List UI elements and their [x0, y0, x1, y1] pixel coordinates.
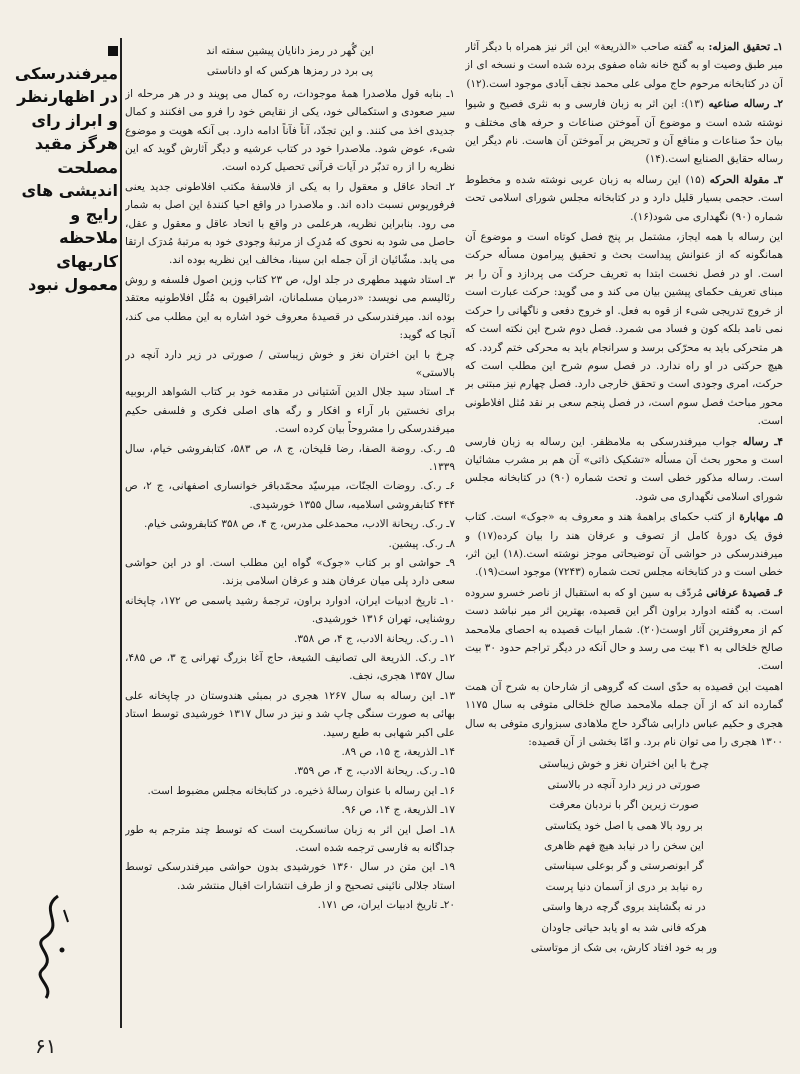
right-column: [465, 38, 783, 1038]
work-item: [465, 678, 783, 752]
footnote: ۱۴ـ الذریعة، ج ۱۵، ص ۸۹.: [341, 746, 455, 759]
sidebar-title: [6, 38, 118, 297]
verse-line: بر رود بالا همی با اصل خود یکتاستی: [545, 819, 703, 832]
footnote: چرخ با این اختران نغز و خوش زیباستی / صورتی در زیر دارد آنچه در بالاستی»: [125, 348, 455, 379]
footnote: ۹ـ حواشی او بر کتاب «جوک» گواه این مطلب است. او در این حواشی سعی دارد پلی میان عرفان هند و عرفان اسلامی بزند.: [125, 556, 455, 588]
footnote: ۵ـ ر.ک. روضة الصفا، رضا قلیخان، ج ۸، ص ۵۸۳، کتابفروشی خیام، سال ۱۳۳۹.: [125, 442, 455, 473]
footnote: ۸ـ ر.ک. پیشین.: [388, 537, 455, 550]
work-item: [465, 38, 783, 93]
work-item: [465, 584, 783, 676]
work-item-title: ۱ـ تحقیق المزله:: [708, 41, 783, 53]
verse-line: گر ابونصرستی و گر بوعلی سیناستی: [544, 860, 704, 873]
work-item-title: ۴ـ رساله: [742, 435, 783, 448]
page-number: ۶۱: [35, 1034, 57, 1058]
sidebar-pull-quote: [6, 38, 118, 298]
sidebar-title-text: میرفندرسکی در اظهارنظر و ابراز رای هرگز مقید مصلحت اندیشی های رایج و ملاحظه کاریهای معمول نبود: [14, 63, 118, 294]
work-item-title: ۵ـ مهابارة: [739, 511, 783, 524]
verse-line: ور به خود افتاد کارش، بی شک از موتاستی: [530, 942, 718, 955]
opening-verses: [125, 42, 455, 81]
verse-line: صورت زیرین اگر با نردبان معرفت: [549, 799, 699, 812]
footnote: ۱۲ـ ر.ک. الذریعة الی تصانیف الشیعة، حاج آغا بزرگ تهرانی ج ۳، ص ۴۸۵، سال ۱۳۵۷ هجری، نجف.: [125, 652, 455, 683]
verse-line: ره نیابد بر دری از آسمان دنیا پرست: [545, 880, 703, 893]
footnote: ۴ـ استاد سید جلال الدین آشتیانی در مقدمه خود بر کتاب الشواهد الربوبیه برای نخستین بار آراء و افکار و رگه های اصلی فکری و فلسفی حکیم میرفندرسکی را مشروحاً بیان کرده است.: [125, 386, 455, 436]
work-item-text: (۱۵) این رساله به زبان عربی نوشته شده و مخطوط است. حجمی بسیار قلیل دارد و در کتابخانه مجلس شورای اسلامی تحت شماره (۹۰) نگهداری می شود(۱۶).: [465, 173, 783, 223]
column-divider: [120, 38, 122, 1028]
verse-line: هرکه فانی شد به او یابد حیاتی جاودان: [541, 921, 707, 934]
work-item-text: این رساله با همه ایجاز، مشتمل بر پنج فصل کوتاه است و موضوع آن همانگونه که از عنوانش پیداست بحث و تحقیق پیرامون مسأله حرکت است. او در فصل نخست ابتدا به تعریف حرکت می پردازد و آن را بر مبنای تعریف حکمای پیشین بیان می کند و می گوید: حرکت عبارت است از خروج تدریجی شیء از قوه به فعل. او خروج دفعی و ناگهانی را حرکت نمی نامد بلکه کون و فساد می شمرد. فصل دوم شرح این نکته است که هر متحرکی باید به محرّکی برسد و سرانجام باید به محرکی ختم گردد. که هیچ حرکتی در او راه ندارد. در فصل سوم شرح این مطلب است که حرکت، امری وجودی است و تحقق خارجی دارد. فصل چهارم نیز مبتنی بر محور مباحث فصل سوم است، در فصل پنجم سعی بر نقد مُثل افلاطونی است.: [465, 231, 783, 428]
square-bullet-icon: [108, 46, 118, 56]
footnote: ۱۱ـ ر.ک. ریحانة الادب، ج ۴، ص ۳۵۸.: [293, 632, 455, 645]
work-item-text: از کتب حکمای براهمهٔ هند و معروف به «جوک» است. کتاب فوق یک دورهٔ کامل از تصوف و عرفان هند را بیان کرده(۱۷) و میرفندرسکی در حواشی آن توضیحاتی موجز نوشته است.(۱۸) این اثر، خطی است و در کتابخانه مجلس تحت شماره (۷۲۴۳) موجود است(۱۹).: [465, 511, 783, 579]
work-item-text: جواب میرفندرسکی به ملامظفر. این رساله به زبان فارسی است و محور بحث آن مسأله «تشکیک ذاتی» آن هم بر مشرب مشائیان است. رساله مذکور خطی است و تحت شماره (۹۰) در کتابخانه مجلس شورای اسلامی نگهداری می شود.: [465, 435, 783, 503]
footnote: ۱۷ـ الذریعة، ج ۱۴، ص ۹۶.: [341, 804, 455, 817]
verse-line: در نه بگشایند بروی گرچه درها واستی: [542, 901, 706, 914]
work-item: [465, 171, 783, 226]
footnote: ۱۵ـ ر.ک. ریحانة الادب، ج ۴، ص ۳۵۹.: [293, 765, 455, 778]
work-item-text: اهمیت این قصیده به حدّی است که گروهی از شارحان به شرح آن همت گمارده اند که از آن جمله ملامحمد صالح خلخالی متوفی به سال ۱۱۷۵ هجری و حکیم عباس دارابی شاگرد حاج ملاهادی سبزواری متوفی به سال ۱۳۰۰ هجری را می توان نام برد. و امّا بخشی از آن قصیده:: [465, 680, 783, 749]
verse-line: چرخ با این اختران نغز و خوش زیباستی: [538, 758, 710, 771]
footnote: ۲ـ اتحاد عاقل و معقول را به یکی از فلاسفهٔ مکتب افلاطونی جدید یعنی فرفوریوس نسبت داده اند. و ملاصدرا در واقع احیا کنندهٔ این اصل به شمار می رود. بنابراین نظریه، هرعلمی در واقع با اتحاد عاقل و معقول و عقل، حاصل می شود به نحوی که مُدرِک از مرتبهٔ وجودی خود به مرتبهٔ مُدرَک ارتقا می یابد. مشّائیان از آن جمله ابن سینا، مخالف این نظریه بوده اند.: [125, 180, 455, 267]
footnotes-list: [125, 85, 455, 915]
work-item: [465, 508, 783, 582]
work-item-text: (۱۳): این اثر به زبان فارسی و به نثری فصیح و شیوا نوشته شده است و موضوع آن آموختن صناعات و حرفه های مختلف و بیان حدّ صناعات و منافع آن و تحریض بر آموختن آن هاست. نام دیگر این رساله حقایق الصنایع است.(۱۴): [465, 98, 783, 166]
work-item-title: ۲ـ رساله صناعیه: [708, 98, 783, 111]
work-item-title: ۳ـ مقولة الحرکه: [709, 173, 783, 186]
footnote: ۱۰ـ تاریخ ادبیات ایران، ادوارد براون، ترجمهٔ رشید یاسمی ص ۱۷۲، چاپخانه روشنایی، تهران ۱۳۱۶ خورشیدی.: [125, 594, 455, 626]
footnote: ۲۰ـ تاریخ ادبیات ایران، ص ۱۷۱.: [317, 899, 455, 912]
kerman-logo: [28, 890, 74, 1010]
calligraphy-logo-icon: [28, 890, 74, 1010]
footnote: ۷ـ ر.ک. ریحانة الادب، محمدعلی مدرس، ج ۴، ص ۳۵۸ کتابفروشی خیام.: [144, 518, 455, 531]
footnote: ۱۳ـ این رساله به سال ۱۲۶۷ هجری در بمبئی هندوستان در چاپخانه علی بهائی به صورت سنگی چاپ شد و نیز در سال ۱۳۱۷ خورشیدی توسط استاد علی اکبر شهابی به طبع رسید.: [125, 689, 455, 739]
work-item-title: ۶ـ قصیدهٔ عرفانی: [706, 586, 783, 599]
works-list: [465, 38, 783, 751]
verse-line: این گُهر در رمز دانایان پیشین سفته اند: [206, 45, 374, 57]
work-item: [465, 433, 783, 507]
footnote: ۱۸ـ اصل این اثر به زبان سانسکریت است که توسط چند مترجم به طور جداگانه به فارسی ترجمه شده است.: [125, 823, 455, 855]
footnote: ۱۹ـ این متن در سال ۱۳۶۰ خورشیدی بدون حواشی میرفندرسکی توسط استاد جلالی نائینی تصحیح و از طرف انتشارات اقبال منتشر شد.: [125, 861, 455, 892]
verse-line: صورتی در زیر دارد آنچه در بالاستی: [547, 778, 701, 791]
work-item-text: به گفته صاحب «الذریعة» این اثر نیز همراه با دیگر آثار میر طبق وصیت او به گنج خانه شاه صفوی برده شده است و نسخه ای از آن در کتابخانه مرحوم حاج مولی علی محمد نجف آبادی موجود است.(۱۲): [465, 41, 783, 90]
work-item: [465, 228, 783, 430]
footnote: ۱ـ بنابه قول ملاصدرا همهٔ موجودات، ره کمال می پویند و در هر مرحله از سیر صعودی و استکمالی خود، یکی از نقایص خود را فرو می افکنند و کمال جدیدی اخذ می کنند. و این تجدّد، آناً فآناً ادامه دارد. بی آنکه هویت و موضوع شیء، عوض شود. ملاصدرا خود در کتاب عرشیه و دیگر آثارش گوید که این نظریه را از ره تدبّر در آیات قرآنی تحصیل کرده است.: [125, 87, 455, 174]
footnote: ۳ـ استاد شهید مطهری در جلد اول، ص ۲۳ کتاب وزین اصول فلسفه و روش رئالیسم می نویسد: «درمیان مسلمانان، اشراقیون به مُثُل افلاطونیه معتقد بوده اند. میرفندرسکی در قصیدهٔ معروف خود اشاره به این مطلب می کند، آنجا که گوید:: [125, 273, 455, 342]
poem-verses: [465, 755, 783, 957]
footnote: ۱۶ـ این رساله با عنوان رسالهٔ ذخیره. در کتابخانه مجلس مضبوط است.: [147, 784, 455, 797]
work-item: [465, 95, 783, 169]
verse-line: این سخن را در نیابد هیچ فهم ظاهری: [544, 840, 704, 853]
work-item-text: مُردّف به سین او که به استقبال از ناصر خسرو سروده است. به گفته ادوارد براون اگر این قصیده، بهترین اثر میر نباشد دست کم از معروفترین آثار اوست(۲۰). شمار ابیات قصیده به احصای ملامحمد صالح خلخالی به ۴۱ بیت می رسد و حال آنکه در دیگر تراجم حدود ۳۰ بیت است.: [465, 586, 783, 673]
footnote: ۶ـ ر.ک. روضات الجنّات، میرسیّد محمّدباقر خوانساری اصفهانی، ج ۲، ص ۴۴۴ کتابفروشی اسلامیه، سال ۱۳۵۵ خورشیدی.: [125, 480, 455, 511]
verse-line: پی برد در رمزها هرکس که او داناستی: [206, 65, 374, 78]
middle-column: [125, 38, 455, 1038]
